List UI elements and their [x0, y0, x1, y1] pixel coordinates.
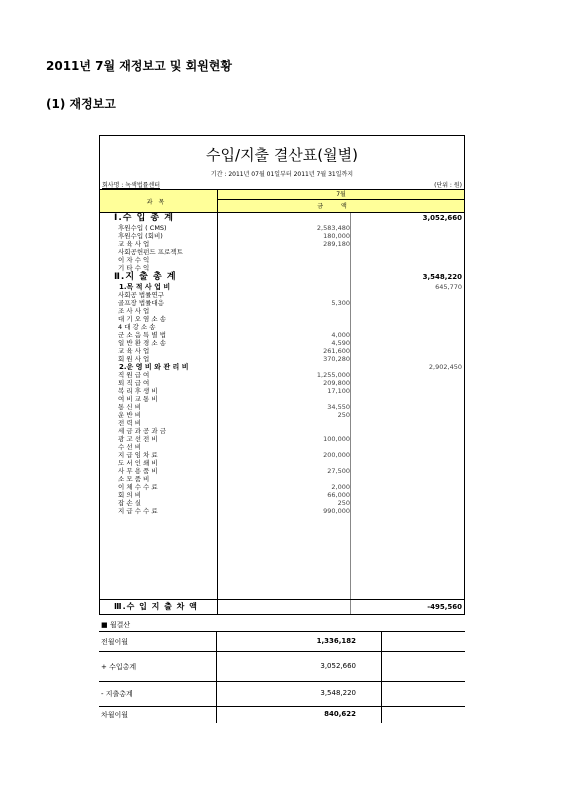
- row-label: 군 소 음 특 별 법: [118, 331, 167, 339]
- row-label: 잡 손 실: [118, 499, 141, 507]
- table-row: [100, 443, 464, 451]
- table-row: [100, 419, 464, 427]
- row-label: 이 체 수 수 료: [118, 483, 158, 491]
- table-row: [100, 491, 464, 499]
- row-label: 1.목 적 사 업 비: [119, 283, 171, 291]
- row-detail-amount: 200,000: [323, 451, 350, 459]
- balance-row: [100, 599, 464, 614]
- settlement-label: 전월이월: [101, 637, 129, 646]
- row-label: 조 사 사 업: [118, 307, 150, 315]
- row-label: 회 원 사 업: [118, 355, 150, 363]
- row-label: 4 대 강 소 송: [118, 323, 156, 331]
- row-label: 골프장 법률대응: [118, 299, 165, 307]
- row-label: 사회공헌펀드 프로젝트: [118, 248, 183, 256]
- row-label: 통 신 비: [118, 403, 141, 411]
- settlement-label: + 수입총계: [101, 662, 137, 671]
- settlement-value: 3,548,220: [320, 689, 356, 697]
- row-detail-amount: 180,000: [323, 232, 350, 240]
- row-label: 후원수입 (회비): [118, 232, 163, 240]
- row-detail-amount: 250: [337, 499, 350, 507]
- table-row: [100, 283, 464, 291]
- row-detail-amount: 100,000: [323, 435, 350, 443]
- row-total-amount: 2,902,450: [428, 363, 462, 371]
- row-label: 후원수입 ( CMS): [118, 224, 167, 232]
- table-row: [100, 347, 464, 355]
- row-detail-amount: 4,000: [331, 331, 350, 339]
- row-label: 2.운 영 비 와 관 리 비: [119, 363, 189, 371]
- row-label: 사회공 법률연구: [118, 291, 165, 299]
- row-label: 직 원 급 여: [118, 371, 150, 379]
- row-label: 소 모 품 비: [118, 475, 150, 483]
- table-row: [100, 232, 464, 240]
- page-title: 2011년 7월 재정보고 및 회원현황: [46, 59, 232, 73]
- table-row: [100, 475, 464, 483]
- row-label: Ⅰ.수 입 총 계: [114, 213, 174, 223]
- table-row: [100, 272, 464, 283]
- row-detail-amount: 34,550: [327, 403, 350, 411]
- table-row: [100, 291, 464, 299]
- row-detail-amount: 66,000: [327, 491, 350, 499]
- row-label: 이 자 수 익: [118, 256, 150, 264]
- section-title: (1) 재정보고: [46, 97, 116, 111]
- settlement-row: [99, 631, 465, 651]
- row-detail-amount: 2,000: [331, 483, 350, 491]
- settlement-value: 1,336,182: [316, 636, 356, 645]
- row-label: 세 금 과 공 과 금: [118, 427, 167, 435]
- row-detail-amount: 209,800: [323, 379, 350, 387]
- row-label: 교 육 사 업: [118, 347, 150, 355]
- row-label: 퇴 직 급 여: [118, 379, 150, 387]
- sheet-title: 수입/지출 결산표(월별): [206, 146, 358, 164]
- row-total-amount: 3,548,220: [422, 273, 462, 281]
- settlement-value: 840,622: [324, 710, 356, 718]
- row-label: 기 타 수 익: [118, 264, 150, 272]
- table-row: [100, 315, 464, 323]
- table-row: [100, 387, 464, 395]
- table-row: [100, 435, 464, 443]
- org-name: 회사명 : 녹색법률센터: [102, 182, 161, 189]
- table-row: [100, 379, 464, 387]
- table-row: [100, 403, 464, 411]
- row-label: 회 의 비: [118, 491, 141, 499]
- row-detail-amount: 370,280: [323, 355, 350, 363]
- balance-value: -495,560: [427, 603, 462, 611]
- unit-label: (단위 : 원): [434, 182, 462, 189]
- row-label: 사 무 용 품 비: [118, 467, 158, 475]
- settlement-label: - 지출총계: [101, 690, 133, 698]
- row-label: 지 급 수 수 료: [118, 507, 158, 515]
- table-row: [100, 355, 464, 363]
- row-detail-amount: 27,500: [327, 467, 350, 475]
- table-row: [100, 411, 464, 419]
- header-subject: 과목: [100, 189, 217, 213]
- table-header: [100, 189, 464, 213]
- row-detail-amount: 261,600: [323, 347, 350, 355]
- table-row: [100, 224, 464, 232]
- balance-label: Ⅲ.수 입 지 출 차 액: [114, 602, 198, 611]
- table-row: [100, 499, 464, 507]
- table-row: [100, 371, 464, 379]
- table-row: [100, 307, 464, 315]
- org-line: [102, 180, 462, 189]
- table-row: [100, 339, 464, 347]
- table-row: [100, 427, 464, 435]
- row-label: 전 력 비: [118, 419, 141, 427]
- header-amount: 금액: [217, 199, 464, 213]
- row-label: 복 리 후 생 비: [118, 387, 158, 395]
- row-detail-amount: 5,300: [331, 299, 350, 307]
- table-row: [100, 331, 464, 339]
- row-detail-amount: 4,590: [331, 339, 350, 347]
- table-row: [100, 507, 464, 515]
- table-row: [100, 483, 464, 491]
- row-label: 광 고 선 전 비: [118, 435, 158, 443]
- income-expense-sheet: [99, 135, 465, 615]
- row-detail-amount: 990,000: [323, 507, 350, 515]
- row-detail-amount: 1,255,000: [316, 371, 350, 379]
- row-detail-amount: 17,100: [327, 387, 350, 395]
- row-detail-amount: 289,180: [323, 240, 350, 248]
- row-label: 대 기 오 염 소 송: [118, 315, 167, 323]
- table-row: [100, 395, 464, 403]
- row-detail-amount: 250: [337, 411, 350, 419]
- row-detail-amount: 2,583,480: [316, 224, 350, 232]
- table-row: [100, 363, 464, 371]
- table-row: [100, 264, 464, 272]
- table-row: [100, 213, 464, 224]
- settlement-row: [99, 651, 465, 681]
- row-label: 운 반 비: [118, 411, 141, 419]
- monthly-settlement: [99, 619, 465, 723]
- row-label: 수 선 비: [118, 443, 141, 451]
- table-row: [100, 240, 464, 248]
- row-label: 여 비 교 통 비: [118, 395, 158, 403]
- settlement-label: 차월이월: [101, 711, 129, 719]
- table-row: [100, 248, 464, 256]
- table-row: [100, 256, 464, 264]
- row-label: 교 육 사 업: [118, 240, 150, 248]
- table-row: [100, 451, 464, 459]
- table-row: [100, 323, 464, 331]
- header-month: 7월: [217, 189, 464, 199]
- settlement-row: [99, 681, 465, 706]
- row-label: 도 서 인 쇄 비: [118, 459, 158, 467]
- settlement-title: ■ 월결산: [101, 621, 131, 629]
- period-line: 기간 : 2011년 07월 01일부터 2011년 7월 31일까지: [210, 171, 354, 178]
- table-row: [100, 459, 464, 467]
- sheet-rows: [100, 213, 464, 515]
- row-label: Ⅱ.지 출 총 계: [114, 272, 177, 282]
- table-row: [100, 467, 464, 475]
- row-total-amount: 645,770: [435, 283, 462, 291]
- row-label: 지 급 임 차 료: [118, 451, 158, 459]
- table-row: [100, 299, 464, 307]
- row-label: 일 반 환 경 소 송: [118, 339, 167, 347]
- row-total-amount: 3,052,660: [422, 214, 462, 222]
- settlement-value: 3,052,660: [320, 661, 356, 670]
- settlement-row: [99, 706, 465, 723]
